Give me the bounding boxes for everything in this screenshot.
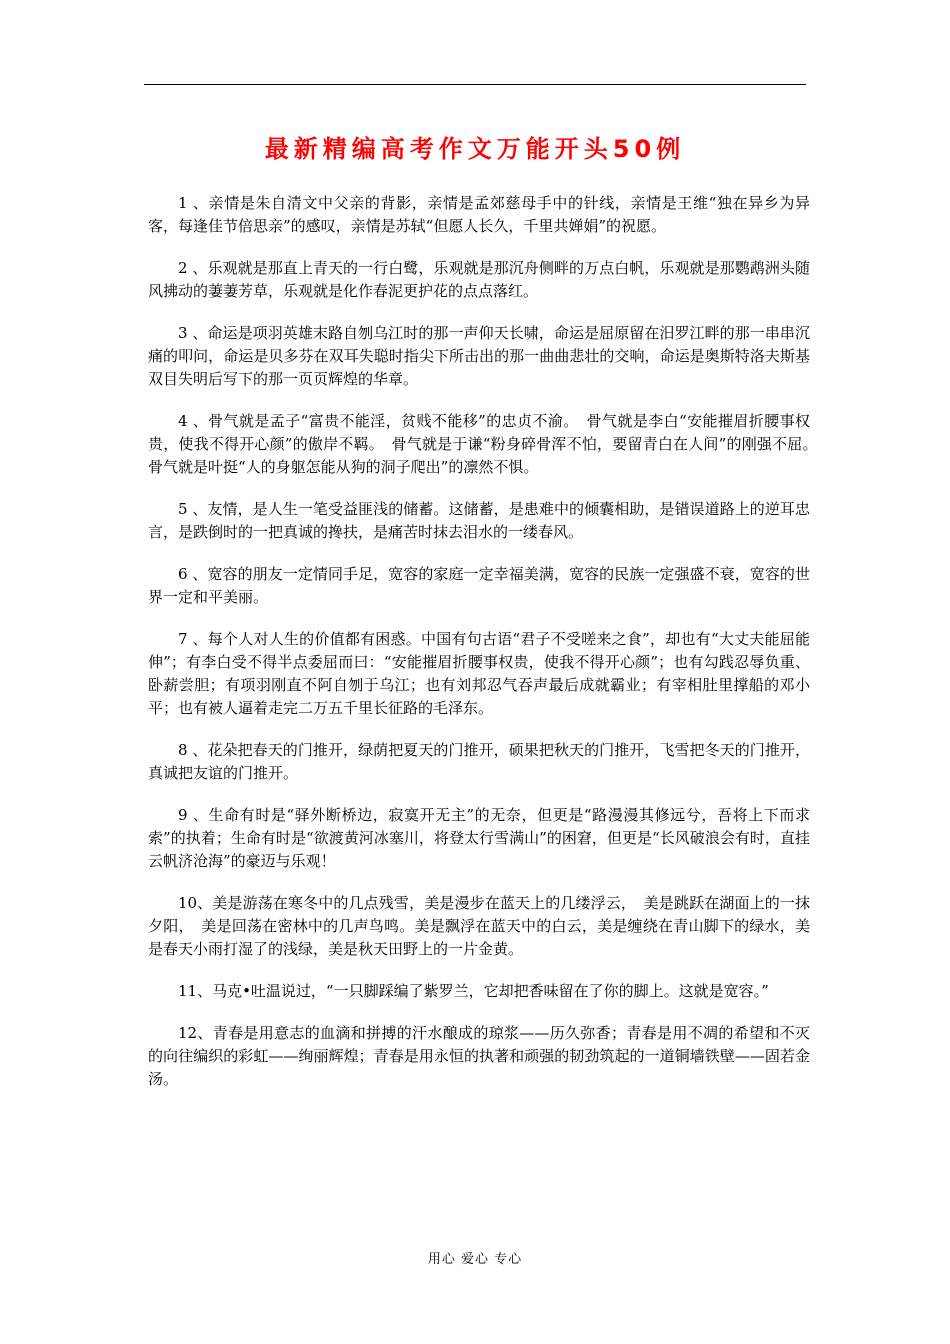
page-footer: 用心 爱心 专心	[427, 1252, 523, 1267]
paragraph-3: 3 、命运是项羽英雄末路自刎乌江时的那一声仰天长啸，命运是屈原留在汨罗江畔的那一串串沉痛的叩问，命运是贝多芬在双耳失聪时指尖下所击出的那一曲曲悲壮的交响，命运是奥斯特洛夫斯基双目失明后写下的那一页页辉煌的华章。	[148, 324, 810, 388]
paragraph-6: 6 、宽容的朋友一定情同手足，宽容的家庭一定幸福美满，宽容的民族一定强盛不衰，宽容的世界一定和平美丽。	[148, 565, 810, 606]
paragraph-5: 5 、友情，是人生一笔受益匪浅的储蓄。这储蓄，是患难中的倾囊相助，是错误道路上的逆耳忠言，是跌倒时的一把真诚的搀扶，是痛苦时抹去泪水的一缕春风。	[148, 500, 810, 541]
page-title: 最新精编高考作文万能开头50例	[264, 135, 686, 163]
paragraph-12: 12、青春是用意志的血滴和拼搏的汗水酿成的琼浆——历久弥香；青春是用不凋的希望和不灭的向往编织的彩虹——绚丽辉煌；青春是用永恒的执著和顽强的韧劲筑起的一道铜墙铁壁——固若金汤。	[148, 1024, 810, 1088]
paragraph-4: 4 、骨气就是孟子“富贵不能淫，贫贱不能移”的忠贞不渝。 骨气就是李白“安能摧眉折腰事权贵，使我不得开心颜”的傲岸不羁。 骨气就是于谦“粉身碎骨浑不怕，要留青白在人间”的刚强不屈。 骨气就是叶挺“人的身躯怎能从狗的洞子爬出”的凛然不惧。	[148, 412, 826, 476]
paragraph-9: 9 、生命有时是“驿外断桥边，寂寞开无主”的无奈，但更是“路漫漫其修远兮，吾将上下而求索”的执着；生命有时是“欲渡黄河冰塞川，将登太行雪满山”的困窘，但更是“长风破浪会有时，直挂云帆济沧海”的豪迈与乐观！	[148, 806, 810, 870]
paragraph-11: 11、马克•吐温说过，“一只脚踩编了紫罗兰，它却把香味留在了你的脚上。这就是宽容。”	[178, 982, 769, 1000]
header-rule	[144, 84, 806, 85]
article-body	[148, 192, 826, 1110]
paragraph-10: 10、美是游荡在寒冬中的几点残雪，美是漫步在蓝天上的几缕浮云， 美是跳跃在湖面上的一抹夕阳， 美是回荡在密林中的几声鸟鸣。美是飘浮在蓝天中的白云，美是缠绕在青山脚下的绿水，美是春天小雨打湿了的浅绿，美是秋天田野上的一片金黄。	[148, 894, 810, 958]
paragraph-7: 7 、每个人对人生的价值都有困惑。中国有句古语“君子不受嗟来之食”，却也有“大丈夫能屈能伸”；有李白受不得半点委屈而曰：“安能摧眉折腰事权贵，使我不得开心颜”；也有勾践忍辱负重、卧薪尝胆；有项羽刚直不阿自刎于乌江；也有刘邦忍气吞声最后成就霸业；有宰相肚里撑船的邓小平；也有被人逼着走完二万五千里长征路的毛泽东。	[148, 630, 810, 717]
paragraph-2: 2 、乐观就是那直上青天的一行白鹭，乐观就是那沉舟侧畔的万点白帆，乐观就是那鹦鹉洲头随风拂动的萋萋芳草，乐观就是化作春泥更护花的点点落红。	[148, 259, 810, 300]
paragraph-8: 8 、花朵把春天的门推开，绿荫把夏天的门推开，硕果把秋天的门推开，飞雪把冬天的门推开，真诚把友谊的门推开。	[148, 741, 810, 782]
paragraph-1: 1 、亲情是朱自清文中父亲的背影，亲情是孟郊慈母手中的针线，亲情是王维“独在异乡为异客，每逢佳节倍思亲”的感叹，亲情是苏轼“但愿人长久，千里共婵娟”的祝愿。	[148, 194, 810, 235]
